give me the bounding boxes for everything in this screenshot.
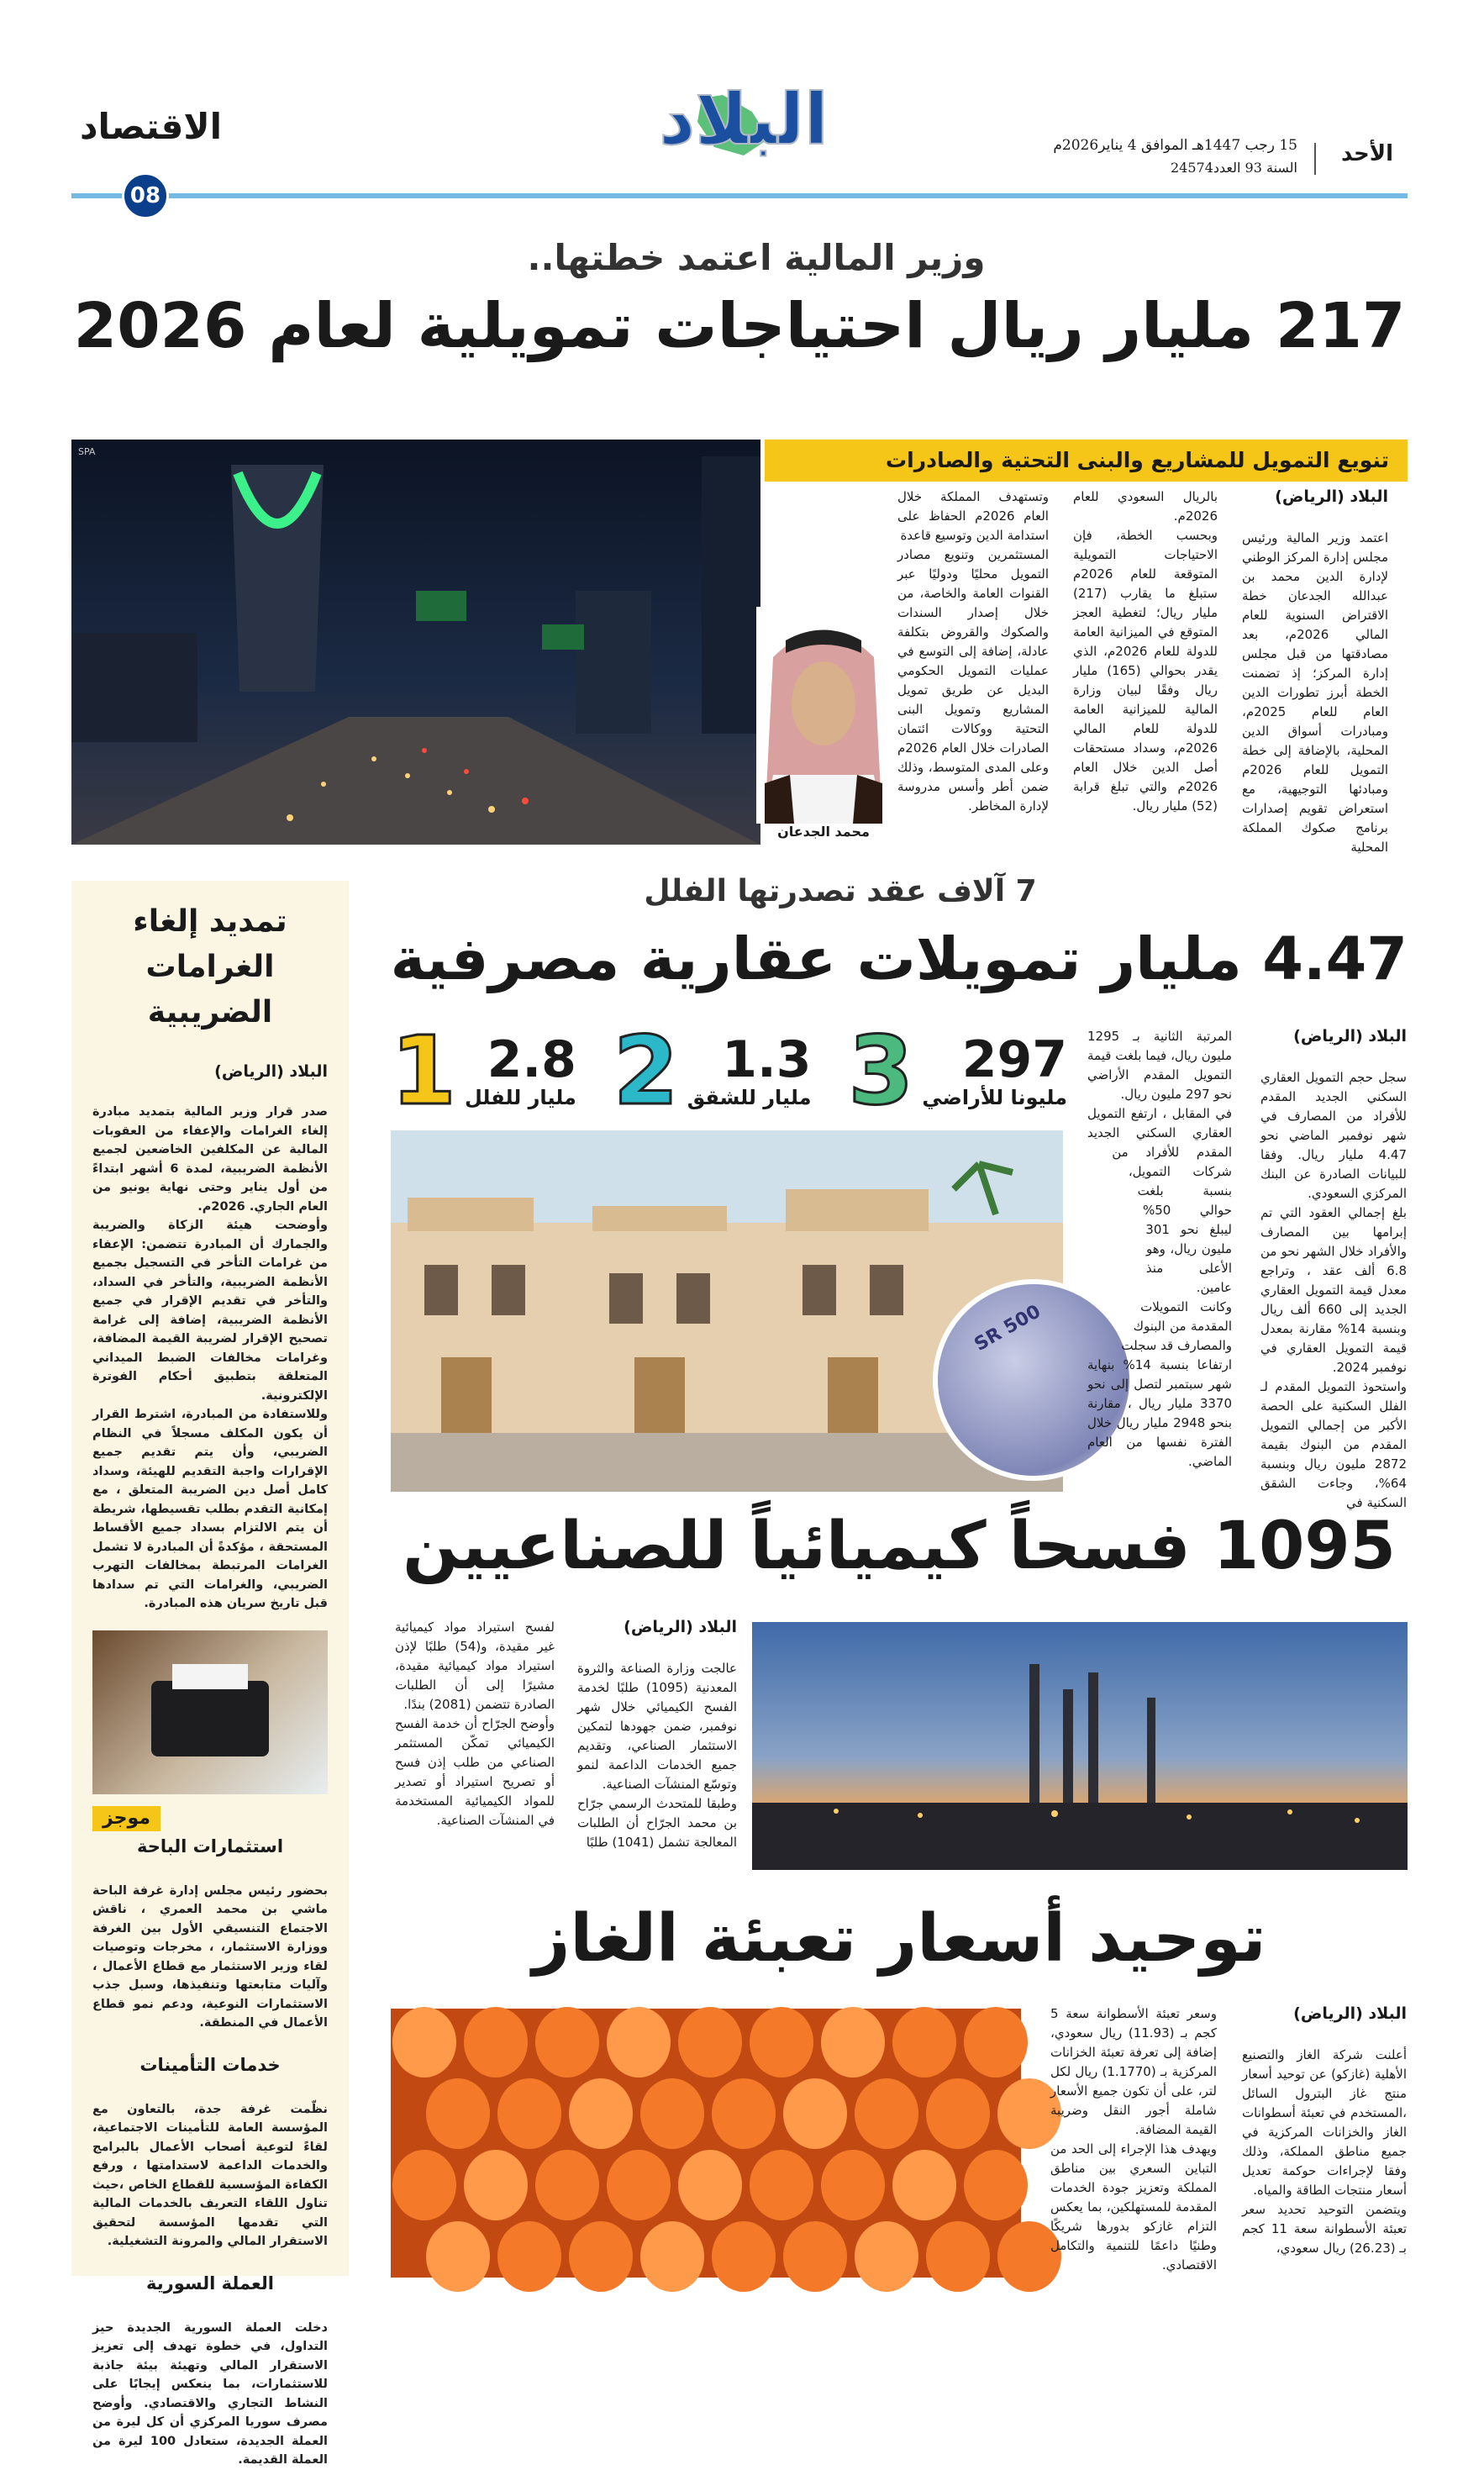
- paragraph: وطبقا للمتحدث الرسمي جرّاح بن محمد الجرّاح أن الطلبات المعالجة تشمل (1041) طلبًا: [577, 1796, 737, 1850]
- brief-title: استثمارات الباحة: [136, 1835, 284, 1856]
- stat-label: مليونا للأراضي: [922, 1086, 1067, 1109]
- main-column-2: [1073, 487, 1218, 870]
- stat-value: 1.3: [722, 1030, 812, 1089]
- stat-value: 297: [961, 1030, 1067, 1089]
- minister-portrait: [756, 607, 891, 824]
- newspaper-logo: [643, 78, 845, 172]
- gas-cylinder: [464, 2007, 528, 2078]
- sidebar: [71, 881, 349, 2467]
- paragraph: المرتبة الثانية بـ 1295 مليون ريال، فيما بلغت قيمة التمويل المقدم الأراضي نحو 297 مليون ريال.: [1087, 1029, 1232, 1102]
- main-band-title: تنويع التمويل للمشاريع والبنى التحتية والصادرات: [765, 440, 1408, 482]
- paragraph: وتستهدف المملكة خلال العام 2026م الحفاظ على استدامة الدين وتوسيع قاعدة: [897, 489, 1049, 543]
- gas-cylinder: [783, 2221, 847, 2292]
- gas-cylinder: [392, 2007, 456, 2078]
- paragraph: وبحسب الخطة، فإن الاحتياجات التمويلية المتوقعة للعام 2026م ستبلغ ما يقارب (217) مليار ريال؛ لتغطية العجز المتوقع في الميزانية العامة للدولة للعام 2026م، الذي يقدر بحوالي (165) مليار ريال وفقًا لبيان وزارة المالية للميزانية العامة للدولة للعام المالي 2026م، وسداد مستحقات أصل الدين خلال العام 2026م والتي تبلغ قرابة (52) مليار ريال.: [1073, 528, 1218, 814]
- stat-apartments: [613, 1017, 812, 1126]
- paragraph: واستحوذ التمويل المقدم لـ الفلل السكنية على الحصة الأكبر من إجمالي التمويل المقدم من البنوك بقيمة 2872 مليون ريال وبنسبة 64%، وجاءت الشقق السكنية في: [1260, 1379, 1407, 1510]
- refinery-photo: [752, 1622, 1408, 1870]
- gas-cylinder: [821, 2150, 885, 2220]
- sidebar-title-1: تمديد إلغاء: [133, 904, 287, 939]
- realestate-kicker: 7 آلاف عقد تصدرتها الفلل: [644, 874, 1037, 908]
- gas-cylinder: [678, 2007, 742, 2078]
- gas-cylinder: [535, 2150, 599, 2220]
- section-title: الاقتصاد: [80, 106, 223, 147]
- gas-cylinders-photo: [391, 2009, 1021, 2278]
- date-divider: [1314, 143, 1316, 175]
- stat-value: 2.8: [487, 1030, 576, 1089]
- realestate-column-2: [1087, 1027, 1232, 1498]
- gas-cylinder: [964, 2007, 1028, 2078]
- gas-cylinder: [926, 2221, 990, 2292]
- gas-cylinder: [569, 2221, 633, 2292]
- paragraph: في المقابل ، ارتفع التمويل العقاري السكني الجديد المقدم للأفراد من شركات التمويل، بنسبة بلغت حوالي 50% ليبلغ نحو 301 مليون ريال، وهو الأعلى منذ عامين.: [1087, 1106, 1232, 1295]
- banknote-label: SR 500: [971, 1301, 1045, 1356]
- gas-cylinder: [535, 2007, 599, 2078]
- issue-line: السنة 93 العدد24574: [1170, 160, 1297, 176]
- paragraph: لفسح استيراد مواد كيميائية غير مقيدة، و(54) طلبًا لإذن استيراد مواد كيميائية مقيدة، مشيرًا إلى أن الطلبات الصادرة تتضمن (2081) بندًا.: [395, 1619, 555, 1712]
- stat-label: مليار للشقق: [687, 1086, 812, 1109]
- paragraph: وسعر تعبئة الأسطوانة سعة 5 كجم بـ (11.93) ريال سعودي، إضافة إلى تعرفة تعبئة الخزانات المركزية بـ (1.1770) ريال لكل لتر، على أن تكون جميع الأسعار شاملة أجور النقل وضريبة القيمة المضافة.: [1050, 2006, 1217, 2137]
- riyadh-night-photo: [71, 440, 760, 845]
- brief-title: العملة السورية: [146, 2273, 274, 2294]
- gas-byline: البلاد (الرياض): [1293, 2004, 1407, 2023]
- photo-credit: SPA: [78, 446, 96, 457]
- gas-cylinder: [892, 2150, 956, 2220]
- paragraph: أعلنت شركة الغاز والتصنيع الأهلية (غازكو) عن توحيد أسعار منتج غاز البترول السائل ،المستخدم في تعبئة أسطوانات الغاز والخزانات المركزية في جميع مناطق المملكة، وذلك وفقا لإجراءات حوكمة تعديل أسعار منتجات الطاقة والمياه.: [1242, 2047, 1407, 2198]
- gas-headline: توحيد أسعار تعبئة الغاز: [532, 1901, 1266, 1977]
- gas-column-1: [1242, 2004, 1407, 2282]
- stat-villas: [391, 1017, 576, 1126]
- stat-label: مليار للفلل: [464, 1086, 576, 1109]
- gas-cylinder: [712, 2078, 776, 2149]
- paragraph: وأوضح الجرّاح أن خدمة الفسح الكيميائي تمكّن المستثمر الصناعي من طلب إذن فسح أو تصريح استيراد أو تصدير للمواد الكيميائية المستخدمة في المنشآت الصناعية.: [395, 1716, 555, 1828]
- gas-cylinder: [964, 2150, 1028, 2220]
- gas-cylinders-graphic: [391, 2009, 1021, 2278]
- chemical-column-2: [395, 1618, 555, 1878]
- gas-cylinder: [497, 2221, 561, 2292]
- gas-cylinder: [926, 2078, 990, 2149]
- brief-badge: موجز: [92, 1806, 161, 1831]
- gas-column-2: [1050, 2004, 1217, 2282]
- gas-cylinder: [392, 2150, 456, 2220]
- stat-land: [848, 1017, 1067, 1126]
- gas-cylinder: [892, 2007, 956, 2078]
- gas-cylinder: [426, 2078, 490, 2149]
- gas-cylinder: [678, 2150, 742, 2220]
- date-line: 15 رجب 1447هـ الموافق 4 يناير2026م: [1053, 137, 1297, 154]
- main-column-3: [897, 487, 1049, 870]
- brief-text: نظّمت غرفة جدة، بالتعاون مع المؤسسة العامة للتأمينات الاجتماعية، لقاءً لتوعية أصحاب الأعمال بالبرامج والخدمات الداعمة لاستدامتها ، ورفع الكفاءة المؤسسية للقطاع الخاص ،حيث تناول اللقاء التعريف بالخدمات المالية التي تقدمها المؤسسة لتحقيق الاستقرار المالي والمرونة التشغيلية.: [92, 2102, 328, 2248]
- paragraph: المستثمرين وتنويع مصادر التمويل محليًا ودوليًا عبر القنوات العامة والخاصة، من خلال إصدار السندات والصكوك والقروض بتكلفة عادلة، إضافة إلى التوسع في عمليات التمويل الحكومي البديل عن طريق تمويل المشاريع وتمويل البنى التحتية ووكالات ائتمان الصادرات خلال العام 2026م وعلى المدى المتوسط، وذلك ضمن أطر وأسس مدروسة لإدارة المخاطر.: [897, 547, 1049, 814]
- sidebar-byline: البلاد (الرياض): [214, 1062, 328, 1081]
- paragraph: اعتمد وزير المالية ورئيس مجلس إدارة المركز الوطني لإدارة الدين محمد بن عبدالله الجدعان خطة الاقتراض السنوية للعام المالي 2026م، بعد مصادقتها من قبل مجلس إدارة المركز؛ إذ تضمنت الخطة أبرز تطورات الدين العام للعام 2025م، ومبادرات أسواق الدين المحلية، بالإضافة إلى خطة التمويل للعام 2026م ومبادئها التوجيهية، مع استعراض تقويم إصدارات برنامج صكوك المملكة المحلية: [1242, 530, 1389, 855]
- minister-caption: محمد الجدعان: [777, 824, 870, 840]
- main-byline: البلاد (الرياض): [1275, 487, 1388, 506]
- gas-cylinder: [497, 2078, 561, 2149]
- stats-row: [391, 1017, 1067, 1126]
- gas-cylinder: [855, 2078, 918, 2149]
- gas-cylinder: [783, 2078, 847, 2149]
- page-number-badge: 08: [122, 172, 169, 219]
- paragraph: بلغ إجمالي العقود التي تم إبرامها بين المصارف والأفراد خلال الشهر نحو من 6.8 ألف عقد ، وتراجع معدل قيمة التمويل العقاري الجديد إلى 660 ألف ريال وبنسبة 14% مقارنة بمعدل قيمة التمويل العقاري في نوفمبر 2024.: [1260, 1205, 1407, 1375]
- masthead: [0, 0, 1484, 227]
- gas-cylinder: [464, 2150, 528, 2220]
- paragraph: وللاستفادة من المبادرة، اشترط القرار أن يكون المكلف مسجلاً في النظام الضريبي، وأن يتم تقديم جميع الإقرارات واجبة التقديم للهيئة، وسداد كامل أصل دين الضريبة المتعلق ، مع إمكانية التقدم بطلب تقسيطها، شريطة أن يتم الالتزام بسداد جميع الأقساط المستحقة ، مؤكدةً أن المبادرة لا تشمل الغرامات المرتبطة بمخالفات التهرب الضريبي، والغرامات التي تم سدادها قبل تاريخ سريان هذه المبادرة.: [92, 1408, 328, 1610]
- header-rule: [71, 193, 1408, 198]
- printer-photo: [92, 1630, 328, 1794]
- chemical-column-1: [577, 1618, 737, 1878]
- paragraph: ويهدف هذا الإجراء إلى الحد من التباين السعري بين مناطق المملكة وتعزيز جودة الخدمات المقدمة للمستهلكين، بما يعكس التزام غازكو بدورها شريكًا وطنيًا داعمًا للتنمية والتكامل الاقتصادي.: [1050, 2141, 1217, 2273]
- gas-cylinder: [712, 2221, 776, 2292]
- brief-text: بحضور رئيس مجلس إدارة غرفة الباحة ماشي بن محمد العمري ، ناقش الاجتماع التنسيقي الأول بين الغرفة ووزارة الاستثمار، ، مخرجات وتوصيات لقاء وزير الاستثمار مع قطاع الأعمال ، وآليات متابعتها وتنفيذها، وسبل جذب الاستثمارات النوعية، ودعم نمو قطاع الأعمال في المنطقة.: [92, 1883, 328, 2030]
- realestate-headline: 4.47 مليار تمويلات عقارية مصرفية: [390, 924, 1408, 993]
- paragraph: عالجت وزارة الصناعة والثروة المعدنية (1095) طلبًا لخدمة الفسح الكيميائي خلال شهر نوفمبر، ضمن جهودها لتمكين الاستثمار الصناعي، وتقديم جميع الخدمات الداعمة لنمو وتوسّع المنشآت الصناعية.: [577, 1661, 737, 1792]
- sidebar-title-2: الغرامات الضريبية: [145, 950, 275, 1030]
- gas-cylinder: [607, 2150, 671, 2220]
- stat-rank: 1: [391, 1017, 456, 1126]
- realestate-column-1: [1260, 1027, 1407, 1510]
- stat-rank: 3: [848, 1017, 914, 1126]
- gas-cylinder: [426, 2221, 490, 2292]
- logo-text: البلاد: [659, 78, 829, 161]
- gas-cylinder: [821, 2007, 885, 2078]
- paragraph: بالريال السعودي للعام 2026م.: [1073, 489, 1218, 524]
- stat-rank: 2: [613, 1017, 679, 1126]
- chemical-headline: 1095 فسحاً كيميائياً للصناعيين: [403, 1509, 1396, 1584]
- gas-cylinder: [750, 2007, 813, 2078]
- gas-cylinder: [569, 2078, 633, 2149]
- main-kicker: وزير المالية اعتمد خطتها..: [527, 237, 986, 278]
- paragraph: وكانت التمويلات المقدمة من البنوك والمصارف قد سجلت ارتفاعا بنسبة 14% بنهاية شهر سبتمبر لتصل إلى نحو 3370 مليار ريال ، مقارنة بنحو 2948 مليار ريال خلال الفترة نفسها من العام الماضي.: [1087, 1299, 1232, 1469]
- gas-cylinder: [607, 2007, 671, 2078]
- brief-title: خدمات التأمينات: [139, 2054, 281, 2075]
- gas-cylinder: [750, 2150, 813, 2220]
- gas-cylinder: [855, 2221, 918, 2292]
- paragraph: وأوضحت هيئة الزكاة والضريبة والجمارك أن المبادرة تتضمن: الإعفاء من غرامات التأخر في التسجيل بجميع الأنظمة الضريبية، والتأخر في السداد، والتأخر في تقديم الإقرار في جميع الأنظمة الضريبية، إضافة إلى غرامة تصحيح الإقرار لضريبة القيمة المضافة، وغرامات مخالفات الضبط الميداني المتعلقة بتطبيق أحكام الفوترة الإلكترونية.: [92, 1219, 328, 1403]
- gas-cylinder: [640, 2078, 704, 2149]
- gas-cylinder: [640, 2221, 704, 2292]
- realestate-byline: البلاد (الرياض): [1293, 1027, 1407, 1045]
- paragraph: سجل حجم التمويل العقاري السكني الجديد المقدم للأفراد من المصارف في شهر نوفمبر الماضي نحو 4.47 مليار ريال. وفقا للبيانات الصادرة عن البنك المركزي السعودي.: [1260, 1070, 1407, 1201]
- chemical-byline: البلاد (الرياض): [624, 1618, 737, 1636]
- day-label: الأحد: [1340, 141, 1393, 166]
- paragraph: ويتضمن التوحيد تحديد سعر تعبئة الأسطوانة سعة 11 كجم بـ (26.23) ريال سعودي،: [1242, 2202, 1407, 2256]
- main-column-1: [1242, 487, 1388, 870]
- paragraph: صدر قرار وزير المالية بتمديد مبادرة إلغاء الغرامات والإعفاء من العقوبات المالية عن المكلفين الخاضعين لجميع الأنظمة الضريبية، لمدة 6 أشهر ابتداءً من أول يناير وحتى نهاية يونيو من العام الجاري. 2026م.: [92, 1105, 328, 1214]
- brief-text: دخلت العملة السورية الجديدة حيز التداول، في خطوة تهدف إلى تعزيز الاستقرار المالي وتهيئة بيئة جاذبة للاستثمارات، بما ينعكس إيجابًا على النشاط التجاري والاقتصادي. وأوضح مصرف سوريا المركزي أن كل ليرة من العملة الجديدة، ستعادل 100 ليرة من العملة القديمة.: [92, 2320, 328, 2467]
- main-headline: 217 مليار ريال احتياجات تمويلية لعام 2026: [73, 290, 1406, 362]
